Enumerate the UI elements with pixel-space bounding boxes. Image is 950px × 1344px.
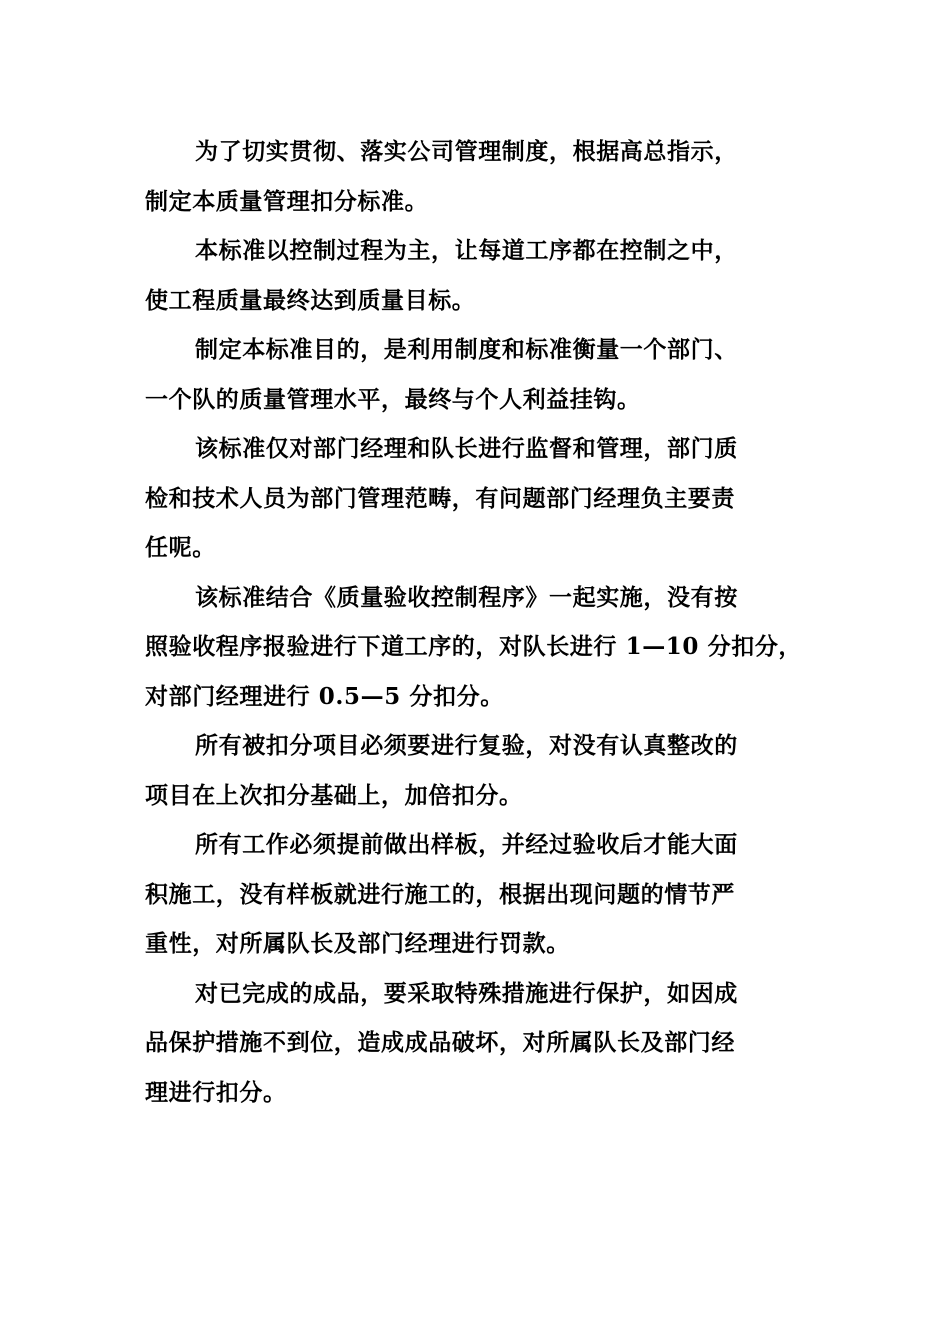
paragraph-line: 制定本质量管理扣分标准。 xyxy=(145,187,429,215)
paragraph-line: 检和技术人员为部门管理范畴，有问题部门经理负主要责 xyxy=(145,484,735,512)
paragraph-line: 对已完成的成品，要采取特殊措施进行保护，如因成 xyxy=(195,979,738,1007)
paragraph-line: 本标准以控制过程为主，让每道工序都在控制之中， xyxy=(195,237,738,264)
paragraph-line: 对部门经理进行 0.5—5 分扣分。 xyxy=(145,682,504,710)
paragraph-4 xyxy=(145,424,805,573)
paragraph-line: 制定本标准目的，是利用制度和标准衡量一个部门、 xyxy=(195,336,738,363)
paragraph-line: 理进行扣分。 xyxy=(145,1078,287,1106)
paragraph-6 xyxy=(145,721,805,820)
paragraph-8 xyxy=(145,969,805,1118)
paragraph-line: 该标准仅对部门经理和队长进行监督和管理，部门质 xyxy=(195,435,738,462)
paragraph-7 xyxy=(145,820,805,969)
paragraph-line: 重性，对所属队长及部门经理进行罚款。 xyxy=(145,930,570,957)
paragraph-line: 品保护措施不到位，造成成品破坏，对所属队长及部门经 xyxy=(145,1029,735,1056)
paragraph-3 xyxy=(145,325,805,424)
paragraph-line: 项目在上次扣分基础上，加倍扣分。 xyxy=(145,781,523,809)
paragraph-line: 照验收程序报验进行下道工序的，对队长进行 1—10 分扣分， xyxy=(145,633,803,660)
paragraph-line: 该标准结合《质量验收控制程序》一起实施，没有按 xyxy=(195,583,738,611)
paragraph-line: 积施工，没有样板就进行施工的，根据出现问题的情节严 xyxy=(145,880,735,908)
paragraph-2 xyxy=(145,226,805,325)
paragraph-line: 任呢。 xyxy=(145,534,216,561)
paragraph-5 xyxy=(145,573,805,722)
paragraph-line: 使工程质量最终达到质量目标。 xyxy=(145,286,476,314)
paragraph-line: 所有被扣分项目必须要进行复验，对没有认真整改的 xyxy=(195,732,738,759)
paragraph-line: 所有工作必须提前做出样板，并经过验收后才能大面 xyxy=(195,831,738,858)
paragraph-line: 为了切实贯彻、落实公司管理制度，根据高总指示， xyxy=(195,138,738,165)
document-body xyxy=(145,127,805,1117)
paragraph-1 xyxy=(145,127,805,226)
paragraph-line: 一个队的质量管理水平，最终与个人利益挂钩。 xyxy=(145,385,641,413)
